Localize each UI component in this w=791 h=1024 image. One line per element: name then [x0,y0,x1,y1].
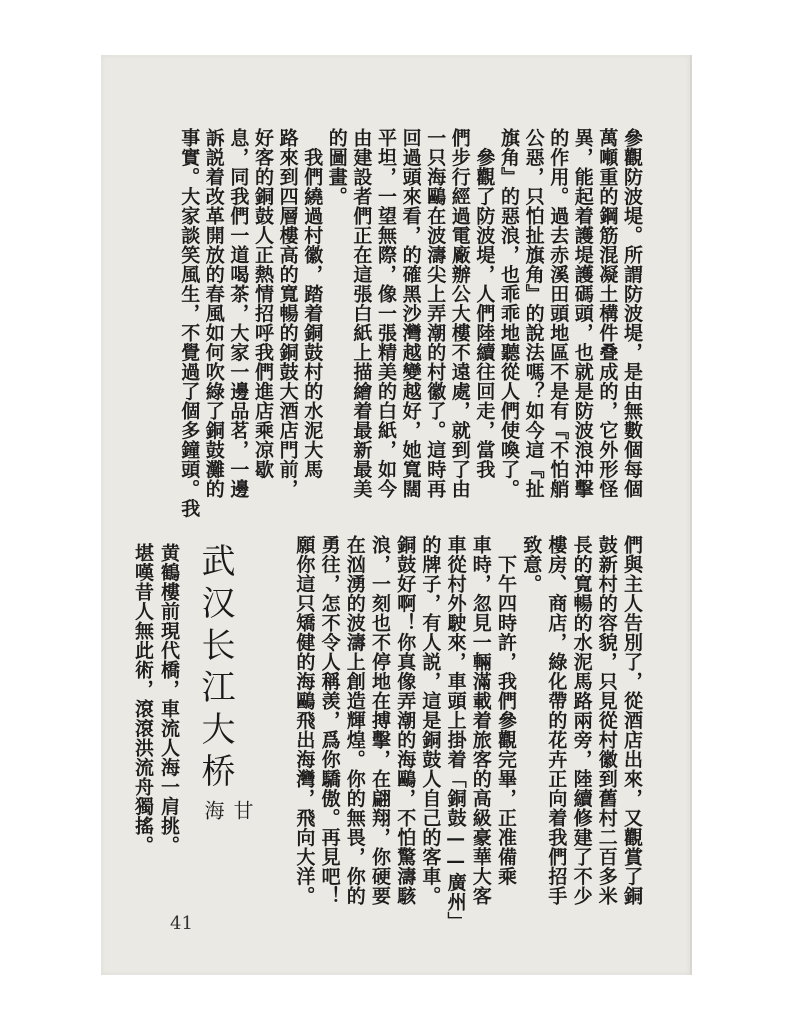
poem-line-1: 黄鶴樓前現代橋，車流人海一肩挑。 [158,543,180,855]
upper-column: 參觀了防波堤，人們陸續往回走，當我 [473,128,496,479]
upper-column: 異，能起着護堤護碼頭，也就是防波浪沖擊 [571,128,594,499]
page-number: 41 [170,913,193,934]
lower-column: 車時，忽見一輛滿載着旅客的高級豪華大客 [469,535,492,906]
upper-column: 萬噸重的鋼筋混凝土構件叠成的，它外形怪 [596,128,619,499]
poem-title: 武汉长江大桥 [195,543,235,795]
upper-column: 我們繞過村徽，踏着銅鼓村的水泥大馬 [301,128,324,479]
lower-column: 們與主人告別了，從酒店出來，又觀賞了銅 [621,535,643,906]
upper-column: 一只海鷗在波濤尖上弄潮的村徽了。這時再 [424,128,447,499]
upper-column: 的作用。過去赤溪田頭地區不是有『不怕艄 [547,128,570,499]
upper-column: 好客的銅鼓人正熱情招呼我們進店乘凉歇 [252,128,274,479]
upper-column: 訴説着改革開放的春風如何吹綠了銅鼓灘的 [202,128,225,499]
upper-column: 公惡，只怕扯旗角』的說法嗎？如今這『扯 [522,128,545,499]
upper-column: 事實。大家談笑風生，不覺過了個多鐘頭。我 [178,128,201,518]
lower-column: 勇往，怎不令人稱羡，爲你驕傲。再見吧！ [318,535,341,906]
lower-column: 下午四時許，我們參觀完畢，正准備乘 [495,535,517,886]
upper-column: 息，同我們一道喝茶，大家一邊品茗，一邊 [227,128,250,499]
lower-column: 樓房、商店，綠化帶的花卉正向着我們招手 [545,535,568,906]
lower-column: 致意。 [520,535,543,594]
lower-column: 願你這只矯健的海鷗飛出海灣，飛向大洋。 [293,535,316,906]
upper-column: 的圖畫。 [325,128,348,206]
lower-column: 在汹湧的波濤上創造輝煌。你的無畏，你的 [343,535,366,906]
upper-column: 平坦，一望無際，像一張精美的白紙，如今 [375,128,397,499]
upper-column: 回過頭來看，的確黑沙灣越變越好，她寬闊 [399,128,422,499]
poem-line-2: 堪嘆昔人無此術，滾滾洪流舟獨搖。 [132,543,154,855]
upper-column: 參觀防波堤。所謂防波堤，是由無數個每個 [621,128,643,499]
lower-column: 鼓新村的容貌，只見從村徽到舊村二百多米 [595,535,618,906]
lower-column: 銅鼓好啊！你真像弄潮的海鷗，不怕驚濤駭 [394,535,417,906]
lower-column: 長的寬暢的水泥馬路兩旁，陸續修建了不少 [570,535,593,906]
lower-column: 浪，一刻也不停地在搏擊，在翩翔，你硬要 [369,535,391,906]
poem-author: 甘 海 [201,800,254,832]
upper-column: 由建設者們正在這張白紙上描繪着最新最美 [350,128,373,499]
upper-column: 路來到四層樓高的寬暢的銅鼓大酒店門前， [276,128,299,499]
lower-column: 的牌子，有人説，這是銅鼓人自己的客車。 [419,535,442,906]
book-page [101,55,692,975]
upper-column: 們步行經過電廠辦公大樓不遠處，就到了由 [448,128,471,499]
upper-column: 旗角』的惡浪，也乖乖地聽從人們使喚了。 [498,128,520,499]
lower-column: 車從村外駛來，車頭上掛着「銅鼓——廣州」 [444,535,467,931]
